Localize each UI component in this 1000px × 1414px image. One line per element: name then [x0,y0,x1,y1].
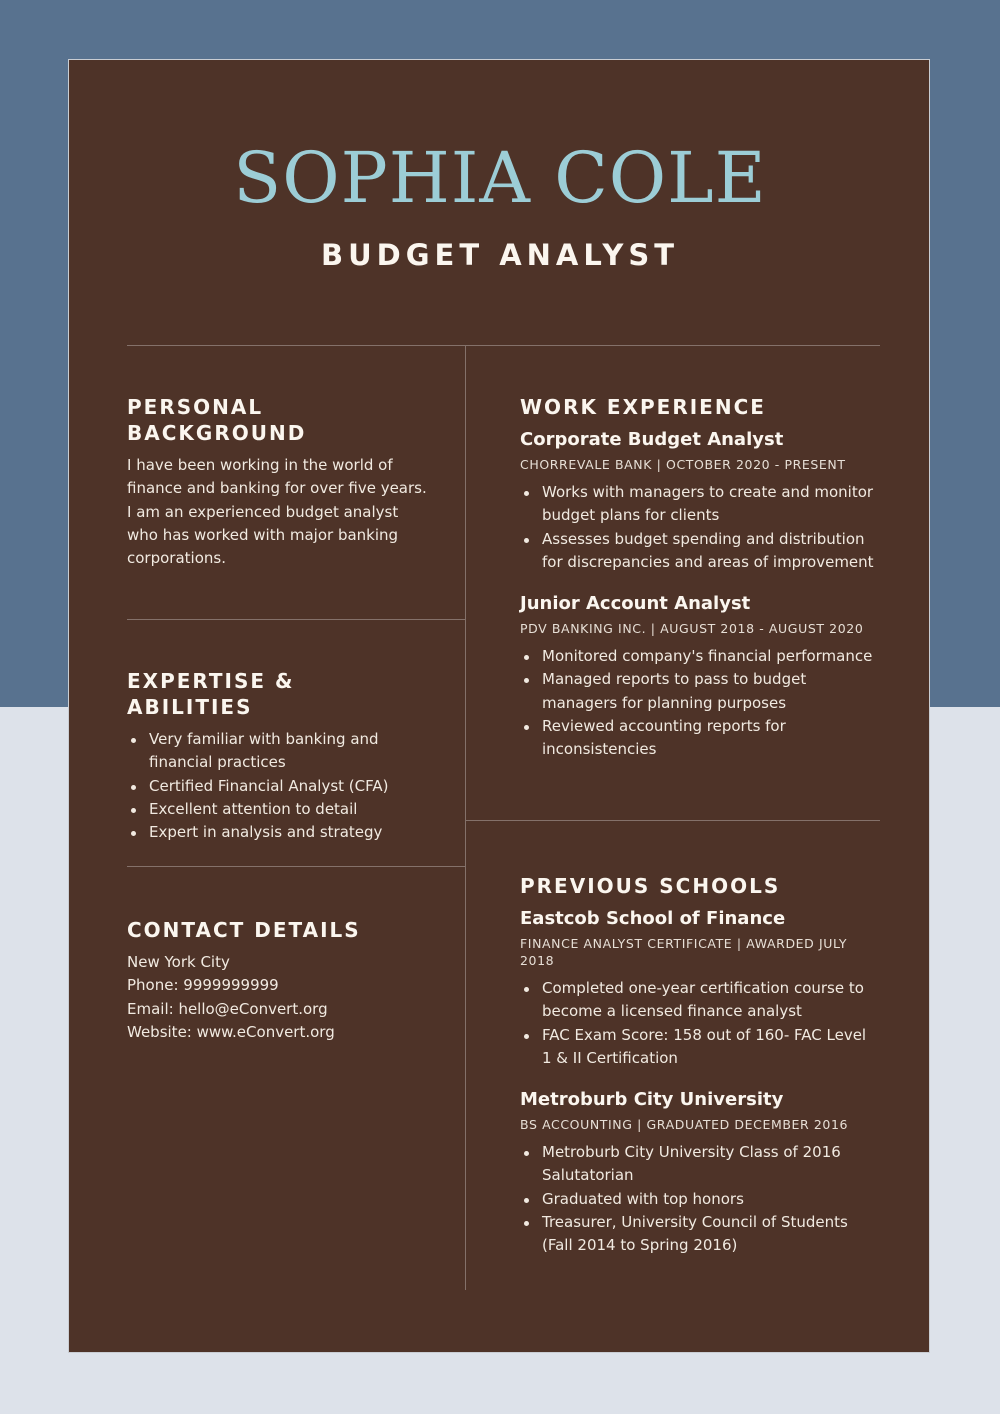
job-entry [520,428,880,574]
list-item: Monitored company's financial performance [520,645,880,668]
bio-line: I have been working in the world of [127,456,393,474]
bio-line: I am an experienced budget analyst [127,502,399,521]
school-meta: BS ACCOUNTING | GRADUATED DECEMBER 2016 [520,1117,849,1133]
list-item: Managed reports to pass to budget managers for planning purposes [520,668,880,715]
contact-email[interactable]: Email: hello@eConvert.org [127,999,328,1018]
list-item: Reviewed accounting reports for inconsistencies [520,715,880,762]
school-meta: FINANCE ANALYST CERTIFICATE | AWARDED JULY 2018 [520,936,848,968]
list-item: Excellent attention to detail [127,798,417,821]
contact-city: New York City [127,953,230,971]
job-title: Corporate Budget Analyst [520,429,784,450]
bio-line: who has worked with major banking [127,525,399,544]
divider-right-1 [465,820,880,821]
section-contact [127,917,427,1044]
bio-line: finance and banking for over five years. [127,479,427,498]
list-item: Certified Financial Analyst (CFA) [127,775,417,798]
job-meta: CHORREVALE BANK | OCTOBER 2020 - PRESENT [520,457,846,472]
section-previous-schools [520,873,880,1258]
section-heading: WORK EXPERIENCE [520,395,766,419]
candidate-role: BUDGET ANALYST [320,238,679,272]
expertise-list [127,728,417,844]
candidate-name: SOPHIA COLE [233,137,767,219]
bio-line: corporations. [127,549,226,568]
section-heading: PERSONAL BACKGROUND [127,395,307,445]
list-item: FAC Exam Score: 158 out of 160- FAC Level 1 & II Certification [520,1024,880,1071]
section-heading: PREVIOUS SCHOOLS [520,874,781,898]
section-heading: CONTACT DETAILS [127,918,361,942]
job-entry [520,592,880,761]
divider-top [127,345,880,346]
list-item: Very familiar with banking and financial practices [127,728,417,775]
section-work-experience [520,394,880,762]
list-item: Graduated with top honors [520,1188,880,1211]
list-item: Metroburb City University Class of 2016 Salutatorian [520,1141,880,1188]
job-meta: PDV BANKING INC. | AUGUST 2018 - AUGUST 2020 [520,621,864,637]
section-heading: EXPERTISE & ABILITIES [127,669,295,719]
list-item: Assesses budget spending and distribution for discrepancies and areas of improvement [520,528,880,575]
list-item: Works with managers to create and monitor budget plans for clients [520,481,880,528]
list-item: Treasurer, University Council of Students (Fall 2014 to Spring 2016) [520,1211,880,1258]
list-item: Expert in analysis and strategy [127,821,417,844]
divider-vertical [465,345,466,1290]
contact-phone: Phone: 9999999999 [127,976,279,995]
school-name: Eastcob School of Finance [520,908,786,929]
section-personal-background [127,394,427,570]
job-title: Junior Account Analyst [520,593,751,615]
list-item: Completed one-year certification course to become a licensed finance analyst [520,977,880,1024]
divider-left-1 [127,619,465,620]
section-expertise [127,668,417,844]
school-entry [520,1088,880,1257]
school-name: Metroburb City University [520,1089,784,1111]
school-entry [520,907,880,1070]
divider-left-2 [127,866,465,867]
contact-website[interactable]: Website: www.eConvert.org [127,1022,335,1041]
